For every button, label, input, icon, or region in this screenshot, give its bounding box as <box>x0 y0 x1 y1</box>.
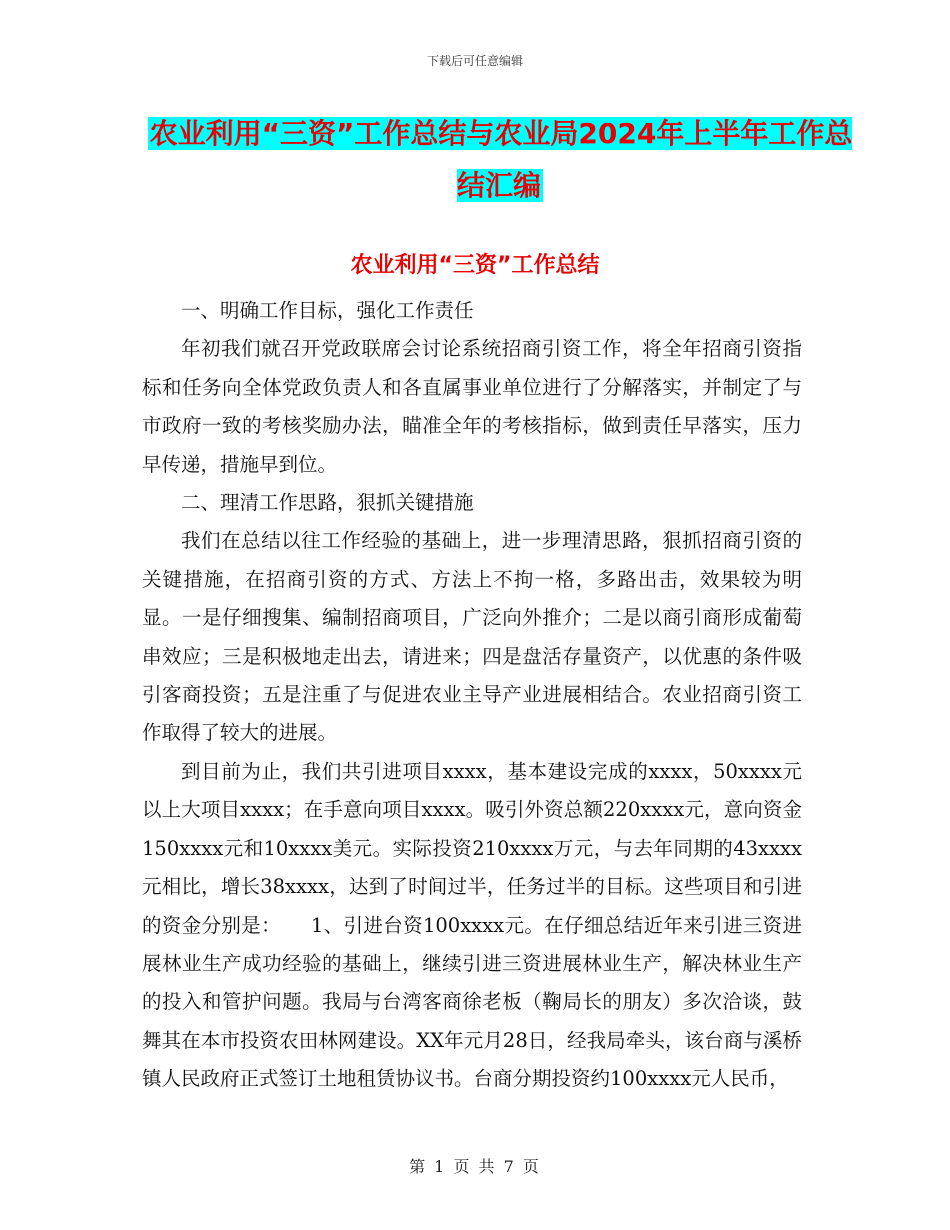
section-title: 农业利用“三资”工作总结 <box>350 253 600 278</box>
paragraph-1: 年初我们就召开党政联席会讨论系统招商引资工作，将全年招商引资指标和任务向全体党政负责人和各直属事业单位进行了分解落实，并制定了与市政府一致的考核奖励办法，瞄准全年的考核指标，做到责任早落实，压力早传递，措施早到位。 <box>142 337 802 476</box>
page-footer: 第 1 页 共 7 页 <box>409 1157 541 1176</box>
paragraph-2: 我们在总结以往工作经验的基础上，进一步理清思路，狠抓招商引资的关键措施，在招商引资的方式、方法上不拘一格，多路出击，效果较为明显。一是仔细搜集、编制招商项目，广泛向外推介；二是以商引商形成葡萄串效应；三是积极地走出去，请进来；四是盘活存量资产，以优惠的条件吸引客商投资；五是注重了与促进农业主导产业进展相结合。农业招商引资工作取得了较大的进展。 <box>142 529 802 745</box>
body-text <box>142 292 802 1099</box>
header-note: 下载后可任意编辑 <box>426 54 523 68</box>
document-title <box>140 108 860 212</box>
heading-1: 一、明确工作目标，强化工作责任 <box>181 299 474 322</box>
paragraph-3: 到目前为止，我们共引进项目xxxx，基本建设完成的xxxx，50xxxx元以上大项目xxxx；在手意向项目xxxx。吸引外资总额220xxxx元，意向资金150xxxx元和10xxxx美元。实际投资210xxxx万元，与去年同期的43xxxx元相比，增长38xxxx，达到了时间过半，任务过半的目标。这些项目和引进的资金分别是： 1、引进台资100xxxx元。在仔细总结近年来引进三资进展林业生产成功经验的基础上，继续引进三资进展林业生产，解决林业生产的投入和管护问题。我局与台湾客商徐老板（鞠局长的朋友）多次洽谈，鼓舞其在本市投资农田林网建设。XX年元月28日，经我局牵头，该台商与溪桥镇人民政府正式签订土地租赁协议书。台商分期投资约100xxxx元人民币， <box>142 759 802 1091</box>
document-title-text: 农业利用“三资”工作总结与农业局2024年上半年工作总结汇编 <box>149 117 853 202</box>
heading-2: 二、理清工作思路，狠抓关键措施 <box>181 491 474 515</box>
